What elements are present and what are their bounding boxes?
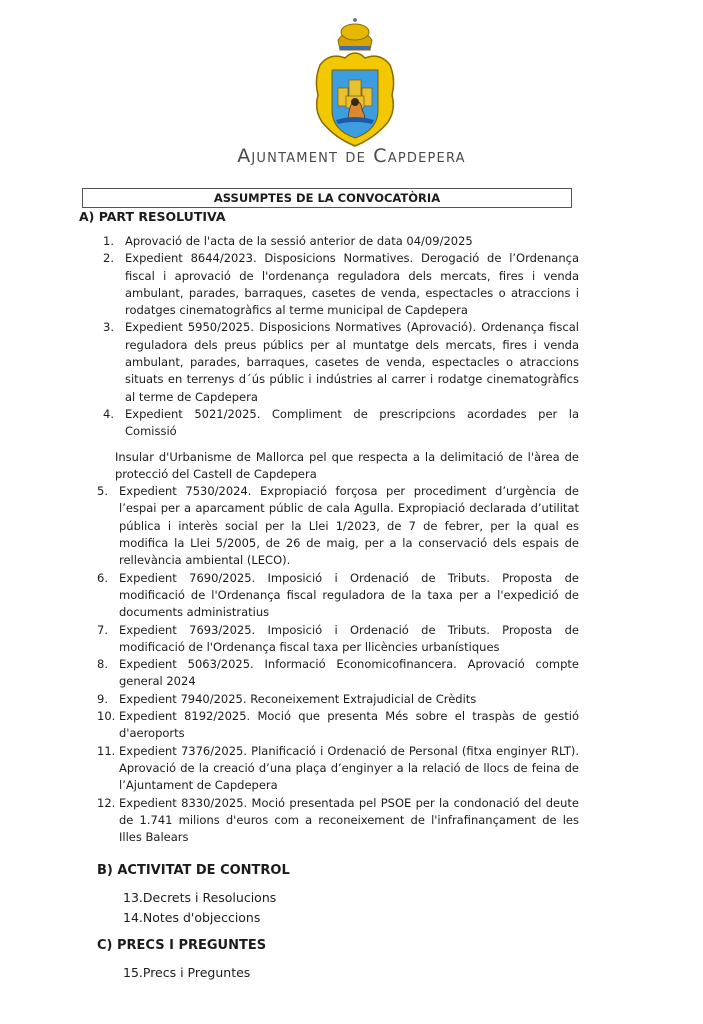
list-item: 4. Expedient 5021/2025. Compliment de prescripcions acordades per la Comissió bbox=[103, 406, 579, 439]
section-a-heading: A) PART RESOLUTIVA bbox=[79, 209, 226, 224]
list-item: 2. Expedient 8644/2023. Disposicions Normatives. Derogació de l’Ordenança fiscal i aprovació de l'ordenança reguladora dels mercats, fires i venda ambulant, parades, barraques, casetes de venda, espectacles o atraccions i rodatges cinematogràfics al terme municipal de Capdepera bbox=[103, 251, 579, 318]
list-item: 11. Expedient 7376/2025. Planificació i Ordenació de Personal (fitxa enginyer RLT). Aprovació de la creació d’una plaça d’enginyer a la relació de llocs de feina de l’Ajuntament de Capdepera bbox=[97, 743, 579, 793]
list-item: 14.Notes d'objeccions bbox=[123, 910, 261, 925]
list-item-continuation: Insular d'Urbanisme de Mallorca pel que respecta a la delimitació de l'àrea de protecció del Castell de Capdepera bbox=[115, 449, 579, 481]
list-item: 6. Expedient 7690/2025. Imposició i Ordenació de Tributs. Proposta de modificació de l'Ordenança fiscal reguladora de la taxa per a l'expedició de documents administratius bbox=[97, 570, 579, 620]
section-a-list bbox=[97, 233, 579, 846]
coat-of-arms-icon bbox=[300, 10, 410, 150]
section-b-heading: B) ACTIVITAT DE CONTROL bbox=[97, 863, 290, 878]
list-item: 9. Expedient 7940/2025. Reconeixement Extrajudicial de Crèdits bbox=[97, 691, 477, 706]
list-item: 10. Expedient 8192/2025. Moció que presenta Més sobre el traspàs de gestió d'aeroports bbox=[97, 709, 579, 741]
agenda-title: ASSUMPTES DE LA CONVOCATÒRIA bbox=[82, 188, 572, 208]
list-item: 8. Expedient 5063/2025. Informació Economicofinancera. Aprovació compte general 2024 bbox=[97, 657, 579, 689]
list-item: 3. Expedient 5950/2025. Disposicions Normatives (Aprovació). Ordenança fiscal reguladora dels preus públics per al muntatge dels mercats, fires i venda ambulant, parades, barraques, casetes de venda, espectacles o atraccions situats en terrenys d´ús públic i indústries al carrer i rodatge cinematogràfics al terme de Capdepera bbox=[103, 320, 579, 404]
list-item: 7. Expedient 7693/2025. Imposició i Ordenació de Tributs. Proposta de modificació de l'Ordenança fiscal taxa per llicències urbanístiques bbox=[97, 622, 579, 654]
organization-name: Ajuntament de Capdepera bbox=[237, 145, 466, 167]
list-item: 5. Expedient 7530/2024. Expropiació forçosa per procediment d’urgència de l’espai per a aparcament públic de cala Agulla. Expropiació declarada d’utilitat pública i interès social per la Llei 1/2023, de 7 de febrer, per la qual es modifica la Llei 5/2005, de 26 de maig, per a la conservació dels espais de rellevància ambiental (LECO). bbox=[97, 484, 579, 568]
list-item: 15.Precs i Preguntes bbox=[123, 965, 251, 980]
list-item: 13.Decrets i Resolucions bbox=[123, 890, 277, 905]
list-item: 12. Expedient 8330/2025. Moció presentada pel PSOE per la condonació del deute de 1.741 milions d'euros com a reconeixement de l'infrafinançament de les Illes Balears bbox=[97, 795, 579, 845]
list-item: 1. Aprovació de l'acta de la sessió anterior de data 04/09/2025 bbox=[103, 234, 473, 248]
section-c-heading: C) PRECS I PREGUNTES bbox=[97, 938, 267, 953]
